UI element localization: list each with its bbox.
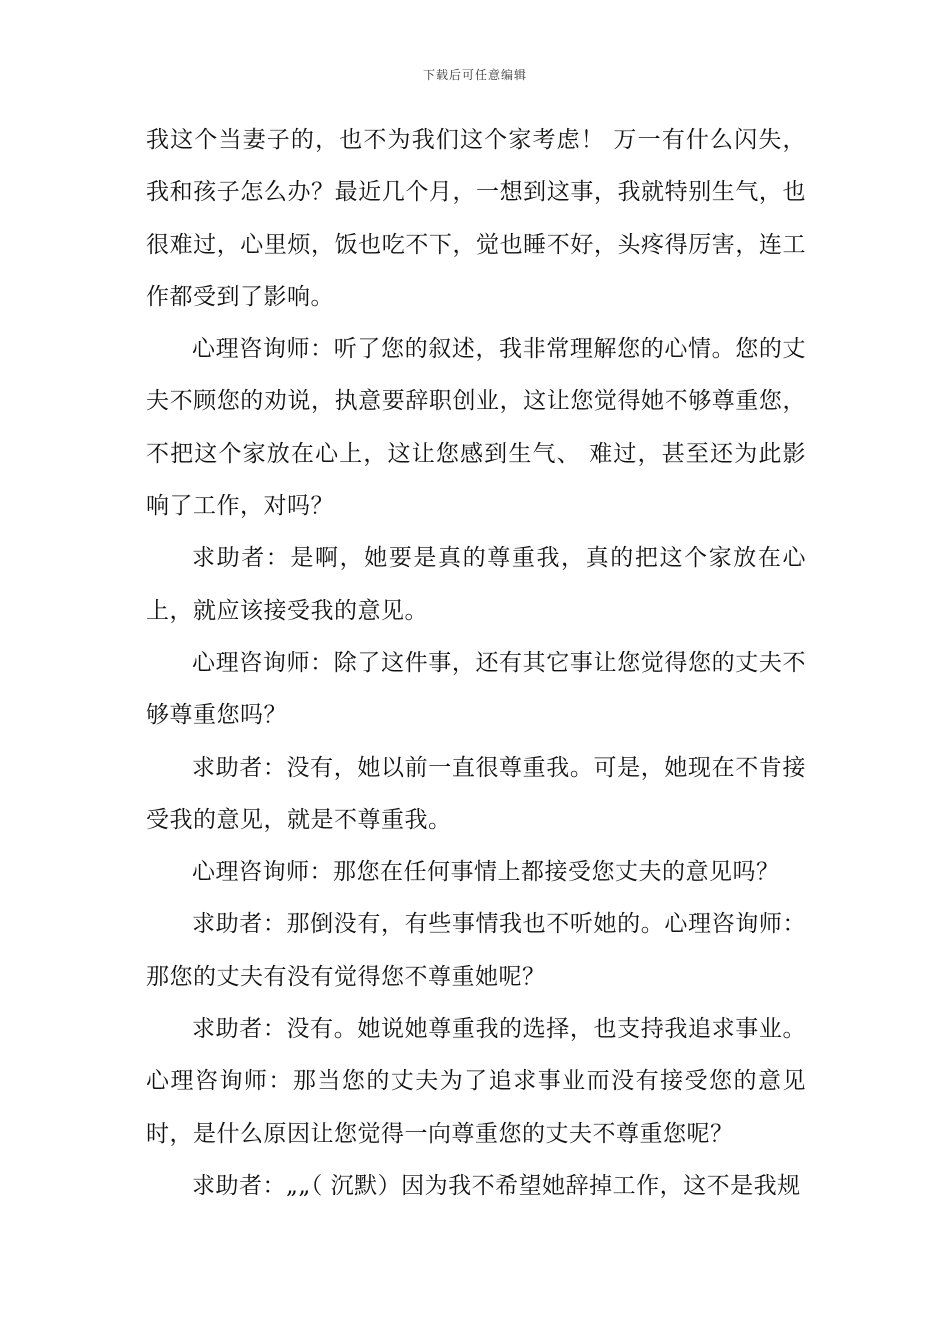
paragraph-1: 我这个当妻子的，也不为我们这个家考虑！ 万一有什么闪失，我和孩子怎么办？最近几个月，一想到这事，我就特别生气，也很难过，心里烦，饭也吃不下，觉也睡不好，头疼得厉害，连工作都受到了影响。: [146, 127, 806, 310]
paragraph-4: 心理咨询师：除了这件事，还有其它事让您觉得您的丈夫不够尊重您吗？: [146, 649, 806, 729]
page-header: 下载后可任意编辑: [422, 68, 527, 82]
paragraph-6: 心理咨询师：那您在任何事情上都接受您丈夫的意见吗？: [192, 859, 780, 886]
paragraph-3: 求助者：是啊，她要是真的尊重我，真的把这个家放在心上，就应该接受我的意见。: [146, 545, 806, 624]
document-body: [146, 114, 806, 1212]
paragraph-2: 心理咨询师：听了您的叙述，我非常理解您的心情。您的丈夫不顾您的劝说，执意要辞职创业，这让您觉得她不够尊重您，不把这个家放在心上，这让您感到生气、 难过，甚至还为此影响了工作，对吗？: [146, 336, 806, 520]
paragraph-8: 求助者：没有。她说她尊重我的选择，也支持我追求事业。心理咨询师：那当您的丈夫为了追求事业而没有接受您的意见时，是什么原因让您觉得一向尊重您的丈夫不尊重您呢？: [146, 1016, 806, 1147]
paragraph-9: 求助者：„„（ 沉默）因为我不希望她辞掉工作，这不是我规: [192, 1172, 801, 1199]
paragraph-7: 求助者：那倒没有，有些事情我也不听她的。心理咨询师：那您的丈夫有没有觉得您不尊重她呢？: [146, 911, 806, 990]
paragraph-5: 求助者：没有，她以前一直很尊重我。可是，她现在不肯接受我的意见，就是不尊重我。: [146, 754, 806, 833]
